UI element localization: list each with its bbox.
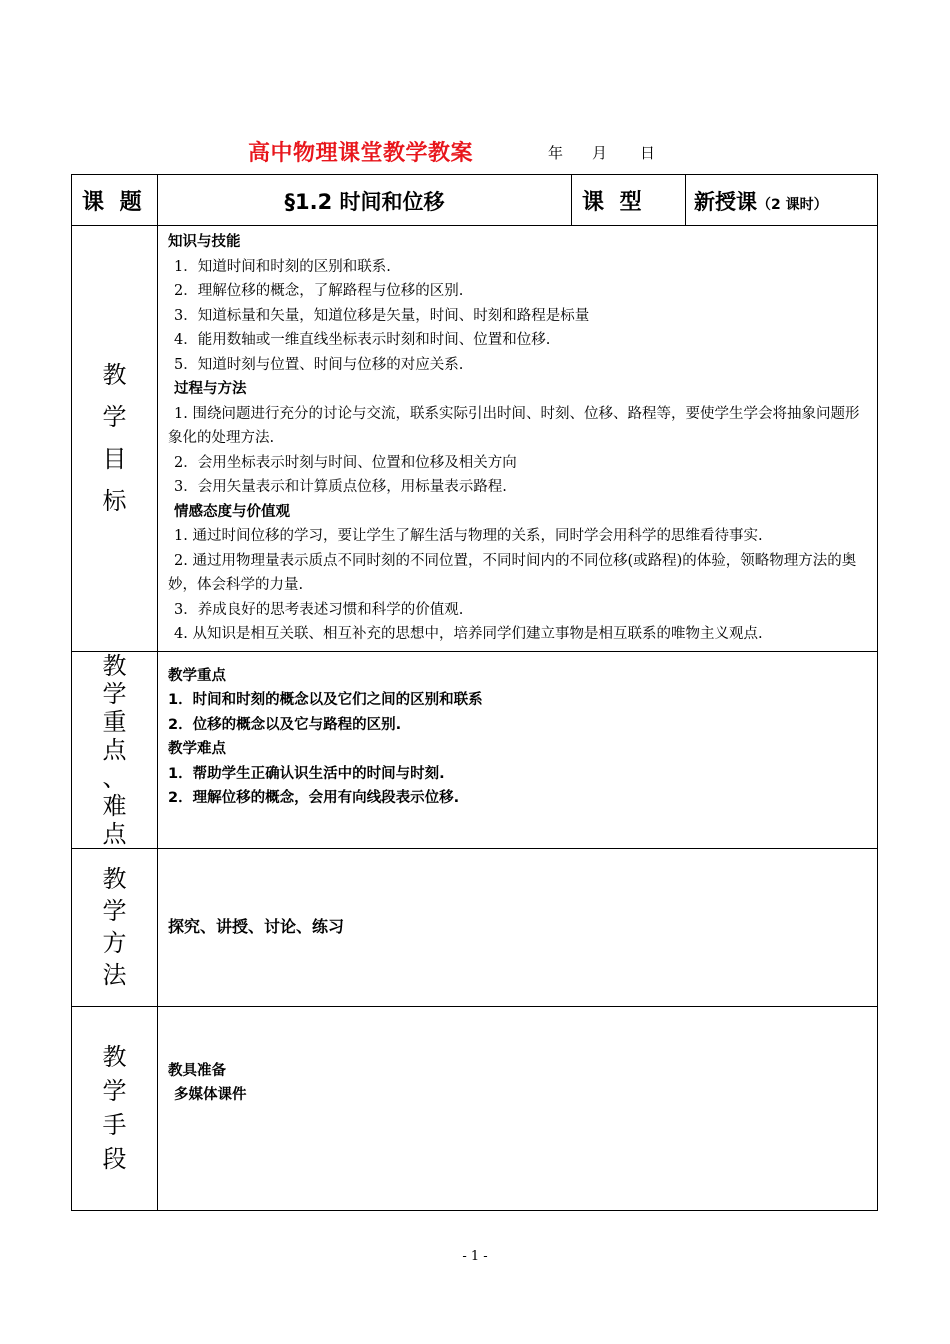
knowledge-item: 1．知道时间和时刻的区别和联系. [174, 258, 391, 275]
difficulty-item: 2．理解位移的概念，会用有向线段表示位移. [168, 790, 460, 806]
type-value-cell [686, 175, 878, 226]
lesson-plan-table [71, 174, 878, 1211]
means-title: 教具准备 [168, 1062, 226, 1079]
focus-title: 教学重点 [168, 667, 226, 684]
focus-item: 1．时间和时刻的概念以及它们之间的区别和联系 [168, 692, 483, 708]
key-points-content [158, 651, 878, 848]
key-points-row [72, 651, 878, 848]
emotion-item: 1. 通过时间位移的学习，要让学生了解生活与物理的关系，同时学会用科学的思维看待事实. [174, 528, 763, 544]
type-label: 课 型 [572, 175, 686, 226]
header-row [72, 175, 878, 226]
date-year: 年 [548, 144, 564, 162]
methods-side-label: 教 学 方 法 [72, 848, 158, 1006]
emotion-item: 3．养成良好的思考表述习惯和科学的价值观. [174, 601, 464, 618]
page-number: - 1 - [462, 1249, 488, 1264]
means-side-label: 教 学 手 段 [72, 1006, 158, 1210]
knowledge-title: 知识与技能 [168, 234, 241, 250]
document-title: 高中物理课堂教学教案 [248, 141, 474, 166]
difficulty-item: 1．帮助学生正确认识生活中的时间与时刻. [168, 765, 445, 782]
objectives-row [72, 226, 878, 652]
type-note: （2 课时） [757, 197, 828, 213]
focus-item: 2．位移的概念以及它与路程的区别. [168, 716, 402, 733]
knowledge-item: 4．能用数轴或一维直线坐标表示时刻和时间、位置和位移. [174, 332, 551, 348]
objectives-side-label: 教 学 目 标 [72, 226, 158, 652]
objectives-content [158, 226, 878, 652]
knowledge-item: 3．知道标量和矢量，知道位移是矢量，时间、时刻和路程是标量 [174, 307, 590, 324]
emotion-item: 2. 通过用物理量表示质点不同时刻的不同位置，不同时间内的不同位移(或路程)的体验，领略物理方法的奥妙，体会科学的力量. [168, 552, 857, 593]
knowledge-item: 2．理解位移的概念，了解路程与位移的区别. [174, 283, 464, 299]
difficulty-title: 教学难点 [168, 741, 226, 757]
knowledge-item: 5．知道时刻与位置、时间与位移的对应关系. [174, 356, 464, 373]
topic-value: §1.2 时间和位移 [158, 175, 572, 226]
date-month: 月 [592, 144, 608, 162]
topic-label: 课 题 [72, 175, 158, 226]
means-text: 多媒体课件 [174, 1087, 247, 1103]
methods-content: 探究、讲授、讨论、练习 [158, 848, 878, 1006]
process-item: 3．会用矢量表示和计算质点位移，用标量表示路程. [174, 479, 507, 495]
date-day: 日 [640, 144, 656, 162]
means-row [72, 1006, 878, 1210]
process-title: 过程与方法 [174, 381, 247, 397]
methods-row [72, 848, 878, 1006]
means-content [158, 1006, 878, 1210]
key-points-side-label: 教 学 重 点 、 难 点 [72, 651, 158, 848]
type-value: 新授课 [694, 190, 757, 214]
emotion-title: 情感态度与价值观 [174, 503, 290, 520]
process-item: 2．会用坐标表示时刻与时间、位置和位移及相关方向 [174, 454, 517, 471]
process-item: 1. 围绕问题进行充分的讨论与交流，联系实际引出时间、时刻、位移、路程等，要使学生学会将抽象问题形象化的处理方法. [168, 405, 860, 446]
header [0, 136, 950, 168]
emotion-item: 4. 从知识是相互关联、相互补充的思想中，培养同学们建立事物是相互联系的唯物主义观点. [174, 626, 763, 642]
